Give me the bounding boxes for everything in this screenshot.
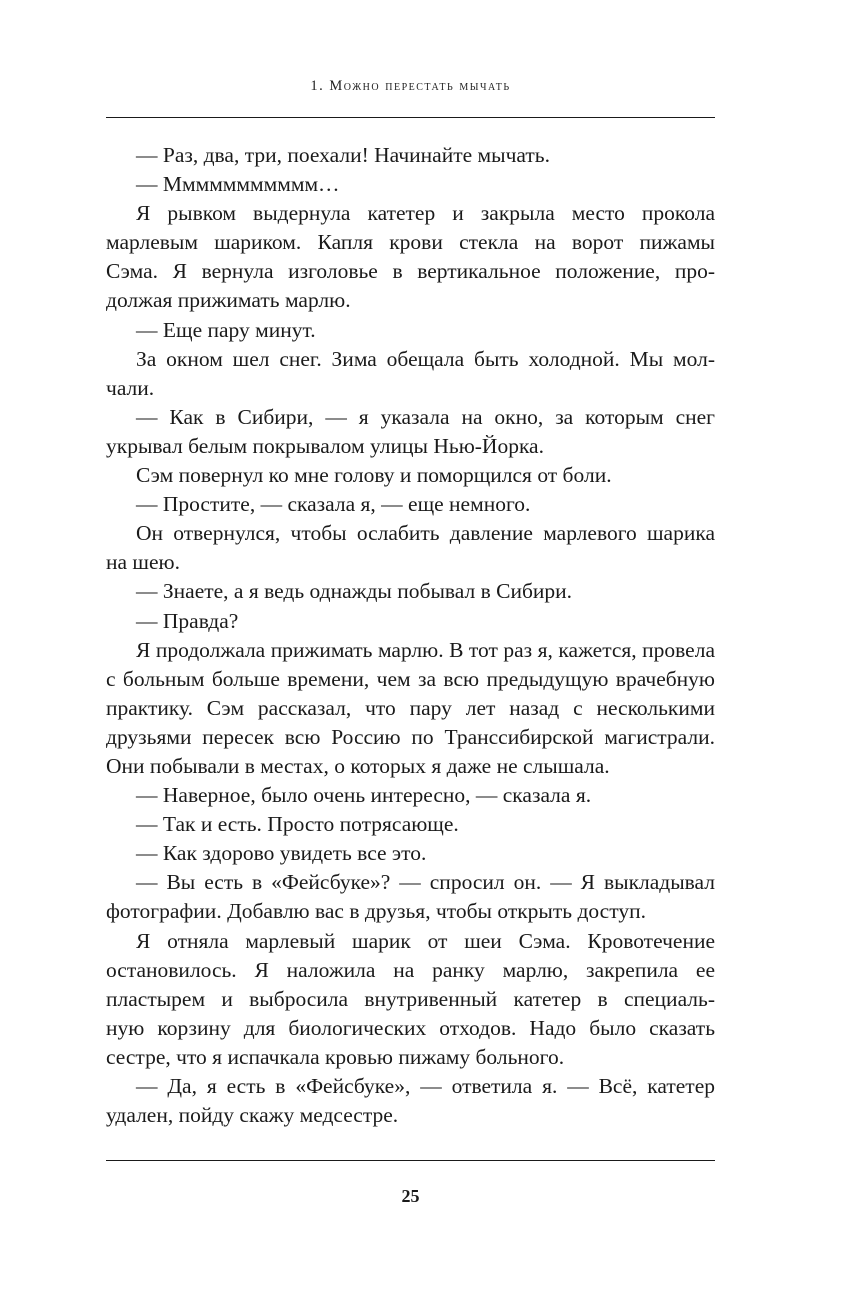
text-line: — Вы есть в «Фейсбуке»? — спросил он. — Я выкладывал <box>136 870 715 895</box>
text-line: должая прижимать марлю. <box>106 288 351 313</box>
running-head: 1. Можно перестать мычать <box>310 78 511 94</box>
footer-rule <box>106 1160 715 1161</box>
header-rule <box>106 117 715 118</box>
text-line: удален, пойду скажу медсестре. <box>106 1103 399 1128</box>
text-line: пластырем и выбросила внутривенный катетер в специаль- <box>106 986 715 1011</box>
text-line: Сэма. Я вернула изголовье в вертикальное положение, про- <box>106 259 715 284</box>
body-text <box>106 141 715 1130</box>
page-number: 25 <box>401 1186 420 1206</box>
text-line: — Наверное, было очень интересно, — сказала я. <box>136 783 592 808</box>
text-line: укрывал белым покрывалом улицы Нью-Йорка. <box>106 433 544 458</box>
text-line: остановилось. Я наложила на ранку марлю, закрепила ее <box>106 957 715 982</box>
text-line: фотографии. Добавлю вас в друзья, чтобы открыть доступ. <box>106 899 646 924</box>
text-line: — Правда? <box>136 608 239 633</box>
text-line: Сэм повернул ко мне голову и поморщился от боли. <box>136 463 612 488</box>
text-line: практику. Сэм рассказал, что пару лет назад с несколькими <box>106 695 715 720</box>
text-line: Он отвернулся, чтобы ослабить давление марлевого шарика <box>136 521 715 546</box>
text-line: друзьями пересек всю Россию по Транссибирской магистрали. <box>106 724 715 749</box>
text-line: ную корзину для биологических отходов. Надо было сказать <box>106 1015 715 1040</box>
text-line: Я рывком выдернула катетер и закрыла место прокола <box>136 201 715 226</box>
text-line: Они побывали в местах, о которых я даже не слышала. <box>106 753 610 778</box>
text-line: — Раз, два, три, поехали! Начинайте мычать. <box>136 143 550 167</box>
text-line: — Да, я есть в «Фейсбуке», — ответила я. — Всё, катетер <box>136 1074 715 1098</box>
text-line: сестре, что я испачкала кровью пижаму больного. <box>106 1044 565 1069</box>
text-line: — Так и есть. Просто потрясающе. <box>136 812 459 837</box>
text-line: Я отняла марлевый шарик от шеи Сэма. Кровотечение <box>136 928 715 953</box>
text-line: — Ммммммммммм… <box>136 172 340 197</box>
text-line: — Как в Сибири, — я указала на окно, за которым снег <box>136 404 715 429</box>
text-line: — Простите, — сказала я, — еще немного. <box>136 492 531 517</box>
text-line: За окном шел снег. Зима обещала быть холодной. Мы мол- <box>136 346 715 371</box>
text-line: — Как здорово увидеть все это. <box>136 841 427 866</box>
text-line: с больным больше времени, чем за всю предыдущую врачебную <box>106 666 715 691</box>
text-line: — Еще пару минут. <box>136 317 316 342</box>
text-line: Я продолжала прижимать марлю. В тот раз я, кажется, провела <box>136 637 715 662</box>
text-line: марлевым шариком. Капля крови стекла на ворот пижамы <box>106 230 715 255</box>
text-line: чали. <box>106 375 155 400</box>
text-line: — Знаете, а я ведь однажды побывал в Сибири. <box>136 579 573 604</box>
text-line: на шею. <box>106 550 180 575</box>
